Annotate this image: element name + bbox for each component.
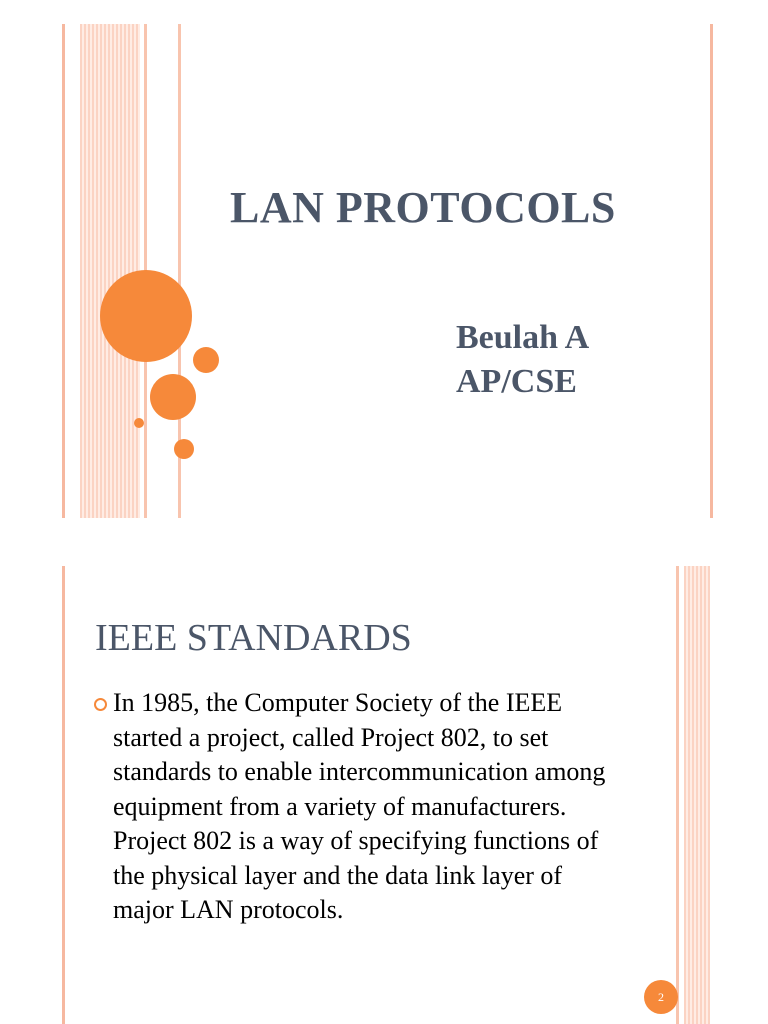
- page-number-badge: 2: [644, 980, 678, 1014]
- decorative-circle-icon: [150, 374, 196, 420]
- title-slide: [60, 24, 713, 518]
- hollow-circle-bullet-icon: [94, 698, 107, 711]
- author-block: [456, 316, 589, 404]
- author-name: Beulah A: [456, 319, 590, 356]
- decorative-circle-icon: [100, 270, 192, 362]
- decorative-line: [62, 566, 65, 1024]
- bullet-item: [94, 686, 614, 928]
- decorative-circle-icon: [193, 347, 219, 373]
- slide-title: IEEE STANDARDS: [95, 617, 412, 659]
- decorative-line: [62, 24, 65, 518]
- decorative-line: [676, 566, 679, 1024]
- author-affiliation: AP/CSE: [456, 363, 577, 400]
- decorative-stripe-band: [684, 566, 710, 1024]
- slide-title: LAN PROTOCOLS: [230, 183, 616, 232]
- decorative-circle-icon: [134, 418, 144, 428]
- bullet-text: In 1985, the Computer Society of the IEEE started a project, called Project 802, to set standards to enable intercommunication among equipment from a variety of manufacturers. Project 802 is a way of specifying functions of the physical layer and the data link layer of major LAN protocols.: [113, 688, 606, 924]
- decorative-stripe-band: [80, 24, 140, 518]
- decorative-line: [710, 24, 713, 518]
- decorative-circle-icon: [174, 439, 194, 459]
- content-slide: [60, 566, 713, 1024]
